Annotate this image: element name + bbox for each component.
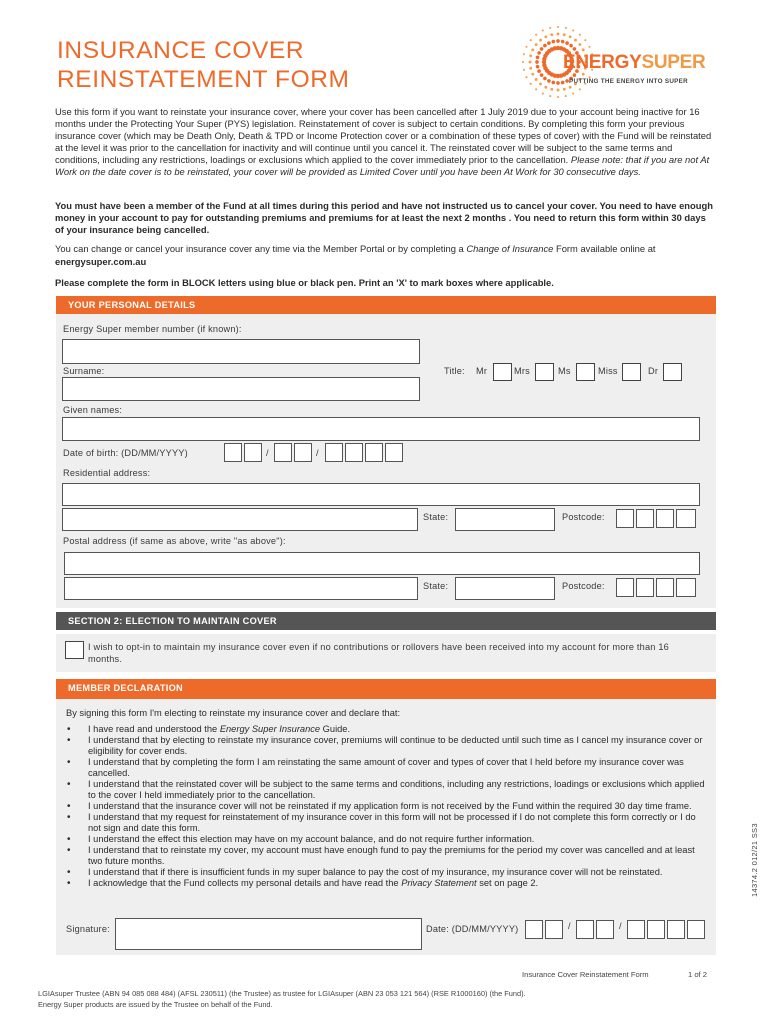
signature-label: Signature: xyxy=(66,924,110,934)
declaration-date-digit[interactable] xyxy=(627,920,645,939)
residential-address-line2-input[interactable] xyxy=(62,508,418,531)
burst-dot xyxy=(578,43,581,46)
residential-state-label: State: xyxy=(423,512,449,522)
title-dr-checkbox[interactable] xyxy=(663,363,682,381)
burst-dot xyxy=(531,48,534,51)
dob-label: Date of birth: (DD/MM/YYYY) xyxy=(63,448,188,458)
burst-dot xyxy=(542,29,544,31)
declaration-date-digit[interactable] xyxy=(596,920,614,939)
burst-dot xyxy=(523,53,525,55)
burst-dot xyxy=(563,33,566,36)
burst-dot xyxy=(561,81,565,85)
postal-postcode-label: Postcode: xyxy=(562,581,605,591)
declaration-item: • I understand that the reinstated cover will be subject to the same terms and conditions, including any restrictions, loadings or exclusions which applied to the cover I held immediately prior to the cancellation. xyxy=(66,779,706,801)
burst-dot xyxy=(549,95,551,97)
dob-digit-input[interactable] xyxy=(385,443,403,462)
burst-dot xyxy=(529,61,532,64)
burst-dot xyxy=(535,34,537,36)
burst-dot xyxy=(563,88,566,91)
burst-dot xyxy=(544,86,547,89)
dob-digit-input[interactable] xyxy=(224,443,242,462)
burst-dot xyxy=(530,39,532,41)
burst-dot xyxy=(557,26,559,28)
burst-dot xyxy=(572,92,574,94)
declaration-item: • I acknowledge that the Fund collects my personal details and have read the Privacy Statement set on page 2. xyxy=(66,878,706,889)
footer-trustee-line2: Energy Super products are issued by the Trustee on behalf of the Fund. xyxy=(38,999,273,1009)
burst-dot xyxy=(552,81,556,85)
burst-dot xyxy=(544,35,547,38)
surname-label: Surname: xyxy=(63,366,105,376)
declaration-date-digit[interactable] xyxy=(667,920,685,939)
intro-note: Please note: that if you are not At Work on the date cover is to be reinstated, your cover will be provided as Limited Cover until you have been At Work for 30 consecutive days. xyxy=(55,154,710,177)
given-names-label: Given names: xyxy=(63,405,123,415)
burst-dot xyxy=(531,73,534,76)
title-dr-label: Dr xyxy=(648,366,659,376)
title-miss-checkbox[interactable] xyxy=(622,363,641,381)
postal-postcode-digit[interactable] xyxy=(616,578,634,597)
logo-wordmark: ENERGYSUPER xyxy=(563,52,706,73)
burst-dot xyxy=(549,27,551,29)
footer-trustee-info xyxy=(38,989,526,1010)
declaration-date-label: Date: (DD/MM/YYYY) xyxy=(426,924,519,934)
burst-dot xyxy=(547,79,551,83)
burst-dot xyxy=(529,67,532,70)
signature-field[interactable] xyxy=(115,918,422,950)
residential-postcode-label: Postcode: xyxy=(562,512,605,522)
postal-postcode-digit[interactable] xyxy=(656,578,674,597)
member-number-input[interactable] xyxy=(62,339,420,364)
burst-dot xyxy=(535,43,538,46)
residential-state-input[interactable] xyxy=(455,508,555,531)
burst-dot xyxy=(536,56,540,60)
declaration-item: • I understand that the insurance cover will not be reinstated if my application form is not received by the Fund within the required 30 day time frame. xyxy=(66,801,706,812)
burst-dot xyxy=(537,51,541,55)
burst-dot xyxy=(547,41,551,45)
title-ms-label: Ms xyxy=(558,366,571,376)
burst-dot xyxy=(572,29,574,31)
burst-dot xyxy=(565,27,567,29)
dob-separator: / xyxy=(316,448,319,458)
postal-address-line1-input[interactable] xyxy=(64,552,700,575)
membership-warning: You must have been a member of the Fund at all times during this period and have not instructed us to cancel your cover. You need to have enough money in your account to pay for outstanding premiums and premiums for at least the next 2 months . You need to return this form within 30 days of your insurance being cancelled. xyxy=(55,200,713,235)
title-mrs-checkbox[interactable] xyxy=(535,363,554,381)
burst-dot xyxy=(535,88,537,90)
personal-details-header: YOUR PERSONAL DETAILS xyxy=(56,296,716,314)
declaration-item: • I understand that to reinstate my cover, my account must have enough fund to pay the premiums for the period my cover was cancelled and at least two future months. xyxy=(66,845,706,867)
given-names-input[interactable] xyxy=(62,417,700,441)
title-ms-checkbox[interactable] xyxy=(576,363,595,381)
burst-dot xyxy=(536,65,540,69)
declaration-item: • I understand the effect this election may have on my account balance, and do not require further information. xyxy=(66,834,706,845)
postal-address-label: Postal address (if same as above, write "as above"): xyxy=(63,536,286,546)
declaration-date-digit[interactable] xyxy=(576,920,594,939)
burst-dot xyxy=(556,39,560,43)
burst-dot xyxy=(574,39,577,42)
burst-dot xyxy=(530,83,532,85)
burst-dot xyxy=(539,82,542,85)
declaration-item: • I understand that by completing the form I am reinstating the same amount of cover and types of cover that I held before my insurance cover was cancelled. xyxy=(66,757,706,779)
burst-dot xyxy=(557,33,560,36)
declaration-date-digit[interactable] xyxy=(647,920,665,939)
declaration-date-digit[interactable] xyxy=(525,920,543,939)
burst-dot xyxy=(550,88,553,91)
footer-form-name: Insurance Cover Reinstatement Form xyxy=(522,970,649,979)
optin-checkbox[interactable] xyxy=(65,641,84,659)
title-line-2: REINSTATEMENT FORM xyxy=(57,66,350,93)
burst-dot xyxy=(523,69,525,71)
residential-address-label: Residential address: xyxy=(63,468,151,478)
burst-dot xyxy=(557,89,560,92)
burst-dot xyxy=(557,96,559,98)
burst-dot xyxy=(525,46,527,48)
dob-digit-input[interactable] xyxy=(274,443,292,462)
postal-postcode-digit[interactable] xyxy=(636,578,654,597)
dob-separator: / xyxy=(266,448,269,458)
title-miss-label: Miss xyxy=(598,366,618,376)
burst-dot xyxy=(565,95,567,97)
block-letters-instruction: Please complete the form in BLOCK letters using blue or black pen. Print an 'X' to mark boxes where applicable. xyxy=(55,277,554,288)
declaration-date-digit[interactable] xyxy=(687,920,705,939)
burst-dot xyxy=(543,77,547,81)
declaration-item: • I understand that if there is insufficient funds in my super balance to pay the cost of my insurance, my insurance cover will not be reinstated. xyxy=(66,867,706,878)
burst-dot xyxy=(535,78,538,81)
declaration-body xyxy=(66,707,706,889)
form-code: 14374.2 012/21 SS3 xyxy=(750,823,759,897)
declaration-date-separator: / xyxy=(568,921,571,931)
title-mrs-label: Mrs xyxy=(514,366,530,376)
residential-postcode-digit[interactable] xyxy=(656,509,674,528)
postal-postcode-digit[interactable] xyxy=(676,578,696,597)
declaration-date-digit[interactable] xyxy=(545,920,563,939)
intro-paragraph: Use this form if you want to reinstate your insurance cover, where your cover has been cancelled after 1 July 2019 due to your account being inactive for 16 months under the Protecting Your Super (PYS) legislation. Reinstatement of cover is subject to certain conditions. By completing this form your previous insurance cover (which may be Death Only, Death & TPD or Income Protection cover or a combination of these types of cover) with the Fund will be reinstated at the level it was prior to the cancellation for inactivity and will continue until you cancel it. The reinstated cover will be subject to the same terms and conditions, including any restrictions, loadings or exclusions which applied to the cover immediately prior to the cancellation. Please note: that if you are not At Work on the date cover is to be reinstated, your cover will be provided as Limited Cover until you have been At Work for 30 consecutive days. xyxy=(55,106,712,177)
residential-postcode-digit[interactable] xyxy=(676,509,696,528)
change-cover-note: You can change or cancel your insurance cover any time via the Member Portal or by completing a Change of Insurance Form available online at energysuper.com.au xyxy=(55,243,656,267)
title-line-1: INSURANCE COVER xyxy=(57,37,305,64)
burst-dot xyxy=(561,40,565,44)
burst-dot xyxy=(539,39,542,42)
burst-dot xyxy=(540,73,544,77)
postal-address-line2-input[interactable] xyxy=(64,577,418,600)
residential-address-line1-input[interactable] xyxy=(62,483,700,506)
burst-dot xyxy=(582,48,585,51)
burst-dot xyxy=(579,34,581,36)
burst-dot xyxy=(588,46,590,48)
energy-super-logo xyxy=(518,22,718,102)
burst-dot xyxy=(565,41,569,45)
burst-dot xyxy=(543,44,547,48)
burst-dot xyxy=(569,44,573,48)
dob-digit-input[interactable] xyxy=(244,443,262,462)
page-title xyxy=(57,36,350,94)
optin-text: I wish to opt-in to maintain my insurance cover even if no contributions or rollovers have been received into my account for more than 16 months. xyxy=(88,642,669,664)
burst-dot xyxy=(522,61,524,63)
burst-dot xyxy=(537,69,541,73)
burst-dot xyxy=(573,47,577,51)
surname-input[interactable] xyxy=(62,377,420,401)
declaration-list xyxy=(66,724,706,889)
dob-digit-input[interactable] xyxy=(345,443,363,462)
burst-dot xyxy=(552,40,556,44)
burst-dot xyxy=(569,86,572,89)
member-number-label: Energy Super member number (if known): xyxy=(63,324,242,334)
footer-trustee-line1: LGIAsuper Trustee (ABN 94 085 088 484) (AFSL 230511) (the Trustee) as trustee for LGIAsuper (ABN 23 053 121 564) (RSE R1000160) (the Fund). xyxy=(38,989,526,998)
burst-dot xyxy=(579,88,581,90)
burst-dot xyxy=(525,76,527,78)
title-mr-label: Mr xyxy=(476,366,488,376)
declaration-header: MEMBER DECLARATION xyxy=(56,679,716,699)
declaration-item: • I have read and understood the Energy Super Insurance Guide. xyxy=(66,724,706,735)
declaration-date-separator: / xyxy=(619,921,622,931)
dob-digit-input[interactable] xyxy=(365,443,383,462)
declaration-item: • I understand that by electing to reinstate my insurance cover, premiums will continue to be deducted until such time as I cancel my insurance cover or eligibility for cover ends. xyxy=(66,735,706,757)
residential-postcode-digit[interactable] xyxy=(616,509,634,528)
burst-dot xyxy=(542,92,544,94)
residential-postcode-digit[interactable] xyxy=(636,509,654,528)
dob-digit-input[interactable] xyxy=(325,443,343,462)
postal-state-input[interactable] xyxy=(455,577,555,600)
footer-page-number: 1 of 2 xyxy=(688,970,707,979)
declaration-lead: By signing this form I'm electing to reinstate my insurance cover and declare that: xyxy=(66,708,401,718)
burst-dot xyxy=(556,81,560,85)
burst-dot xyxy=(550,33,553,36)
postal-state-label: State: xyxy=(423,581,449,591)
burst-dot xyxy=(540,47,544,51)
dob-digit-input[interactable] xyxy=(294,443,312,462)
burst-dot xyxy=(535,60,539,64)
section2-header: SECTION 2: ELECTION TO MAINTAIN COVER xyxy=(56,612,716,630)
burst-dot xyxy=(584,39,586,41)
logo-tagline: PUTTING THE ENERGY INTO SUPER xyxy=(569,78,689,85)
burst-dot xyxy=(529,54,532,57)
declaration-item: • I understand that my request for reinstatement of my insurance cover in this form will not be processed if I do not complete this form correctly or I do not sign and date this form. xyxy=(66,812,706,834)
website-link[interactable]: energysuper.com.au xyxy=(55,256,147,267)
title-label: Title: xyxy=(444,366,465,376)
burst-dot xyxy=(569,35,572,38)
title-mr-checkbox[interactable] xyxy=(493,363,512,381)
